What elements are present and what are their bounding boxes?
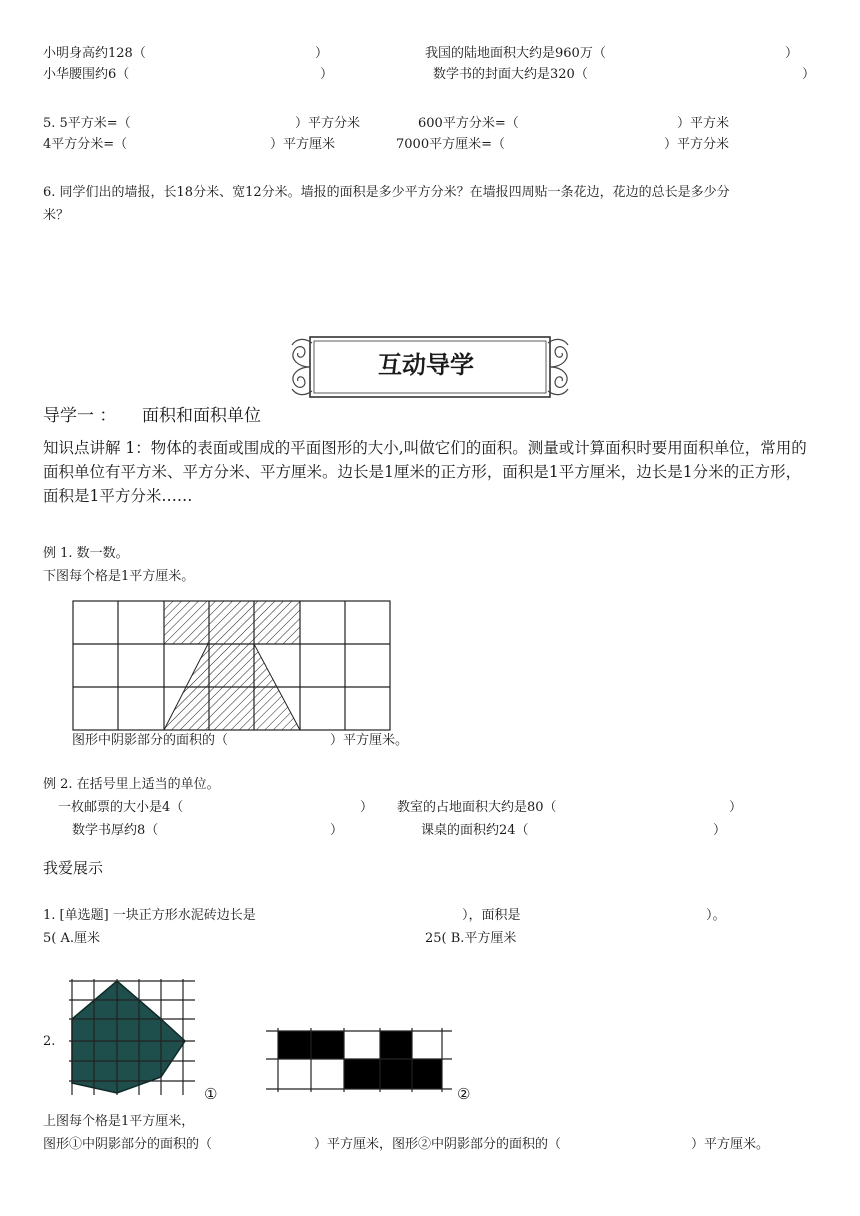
show-option-b: 25( B.平方厘米 <box>425 931 517 946</box>
example1-desc: 下图每个格是1平方厘米。 <box>43 569 195 584</box>
guide-heading-prefix: 导学一 ： <box>43 406 117 426</box>
guide-heading: 面积和面积单位 <box>142 406 261 426</box>
show-q1-end: ）。 <box>706 908 726 923</box>
show-answer-b: ）平方厘米，图形②中阴影部分的面积的（ <box>314 1137 562 1152</box>
show-note: 上图每个格是1平方厘米， <box>43 1114 195 1129</box>
example2-d: 课桌的面积约24（ <box>421 823 529 838</box>
banner-title: 互动导学 <box>378 350 474 379</box>
example1-answer-close: ）平方厘米。 <box>330 733 409 748</box>
show-answer-c: ）平方厘米。 <box>691 1137 770 1152</box>
q5-a-open: 5. 5平方米=（ <box>43 116 131 131</box>
q5-b-open: 600平方分米=（ <box>418 116 519 131</box>
figure-1-label: ① <box>204 1085 218 1103</box>
q5-d-open: 7000平方厘米=（ <box>396 137 505 152</box>
example1-answer-open: 图形中阴影部分的面积的（ <box>72 733 229 748</box>
show-answer-a: 图形①中阴影部分的面积的（ <box>43 1137 213 1152</box>
fill-line-2-left: 小华腰围约6（ <box>43 67 130 82</box>
q5-d-close: ）平方分米 <box>664 137 730 152</box>
knowledge-paragraph: 知识点讲解 1：物体的表面或围成的平面图形的大小,叫做它们的面积。测量或计算面积时要用面积单位，常用的面积单位有平方米、平方分米、平方厘米。边长是1厘米的正方形，面积是1平方厘米，边长是1分米的正方形，面积是1平方分米…… <box>43 439 807 505</box>
example1-title: 例 1. 数一数。 <box>43 546 129 561</box>
q5-b-close: ）平方米 <box>677 116 730 131</box>
q5-a-close: ）平方分米 <box>295 116 361 131</box>
fill-line-1-right-close: ） <box>785 46 799 61</box>
example1-grid-figure <box>72 600 392 732</box>
fill-line-2-right-close: ） <box>802 67 816 82</box>
example2-b-close: ） <box>729 800 743 815</box>
figure-2-grid <box>266 1028 452 1092</box>
figure-2-label: ② <box>457 1085 471 1103</box>
example2-c-close: ） <box>330 823 344 838</box>
example2-b: 教室的占地面积大约是80（ <box>397 800 557 815</box>
example2-c: 数学书厚约8（ <box>72 823 159 838</box>
figure-1-grid <box>67 977 197 1097</box>
q5-c-open: 4平方分米=（ <box>43 137 128 152</box>
fill-line-1-right: 我国的陆地面积大约是960万（ <box>425 46 606 61</box>
fill-line-1-left-close: ） <box>315 46 329 61</box>
show-option-a: 5( A.厘米 <box>43 931 100 946</box>
show-q1-mid: ），面积是 <box>462 908 521 923</box>
show-q2-number: 2. <box>43 1034 56 1049</box>
show-title: 我爱展示 <box>43 859 104 877</box>
fill-line-1-left: 小明身高约128（ <box>43 46 146 61</box>
fill-line-2-right: 数学书的封面大约是320（ <box>433 67 588 82</box>
q5-c-close: ）平方厘米 <box>270 137 336 152</box>
q6-line-1: 6. 同学们出的墙报，长18分米、宽12分米。墙报的面积是多少平方分米？在墙报四周贴一条花边，花边的总长是多少分 <box>43 185 730 200</box>
example2-a-close: ） <box>360 800 374 815</box>
example2-a: 一枚邮票的大小是4（ <box>58 800 184 815</box>
show-q1-open: 1. [单选题] 一块正方形水泥砖边长是 <box>43 908 256 923</box>
q6-line-2: 米？ <box>43 208 70 223</box>
fill-line-2-left-close: ） <box>320 67 334 82</box>
example2-title: 例 2. 在括号里上适当的单位。 <box>43 777 220 792</box>
example2-d-close: ） <box>713 823 727 838</box>
